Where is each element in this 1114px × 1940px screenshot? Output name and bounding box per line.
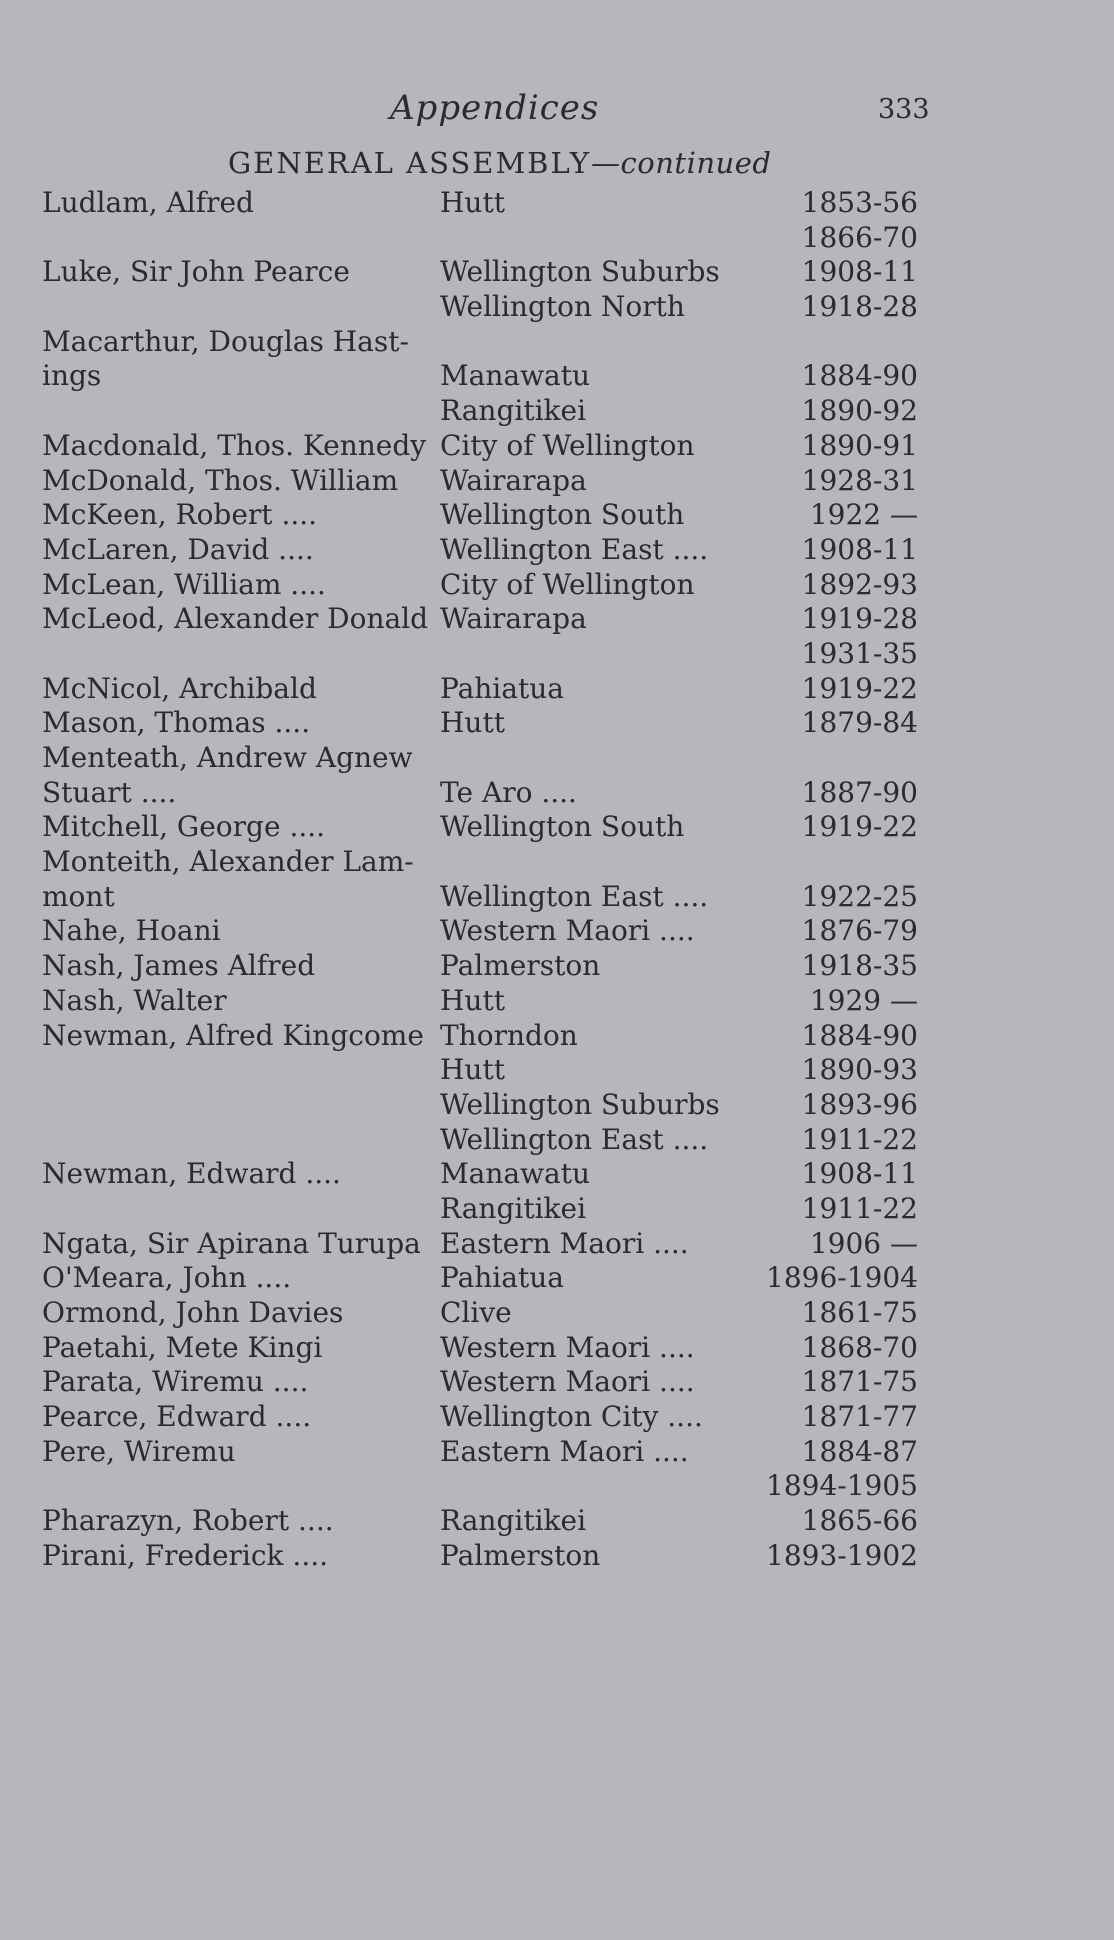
constituency: Wairarapa [440, 463, 587, 497]
list-item [0, 672, 1114, 707]
constituency: Wellington East .... [440, 1122, 709, 1156]
years-served: 1865-66 [801, 1504, 918, 1538]
constituency: Rangitikei [440, 1191, 587, 1225]
constituency: Wellington City .... [440, 1400, 703, 1434]
member-name: McKeen, Robert .... [42, 498, 318, 532]
member-name: Ludlam, Alfred [42, 186, 254, 219]
constituency: Rangitikei [440, 1504, 587, 1538]
years-served: 1931-35 [801, 636, 918, 670]
member-name: Menteath, Andrew Agnew [42, 741, 413, 774]
member-name: McLaren, David .... [42, 532, 314, 566]
list-item [0, 359, 1114, 394]
list-item [0, 325, 1114, 360]
constituency: City of Wellington [440, 567, 695, 601]
page-number: 333 [878, 94, 930, 125]
years-served: 1919-22 [801, 810, 918, 844]
constituency: Hutt [440, 983, 505, 1017]
member-name: McLeod, Alexander Donald [42, 602, 429, 636]
years-served: 1908-11 [801, 255, 918, 289]
member-name: Macarthur, Douglas Hast- [42, 324, 409, 358]
years-served: 1892-93 [801, 567, 918, 601]
list-item [0, 1019, 1114, 1054]
list-item [0, 568, 1114, 603]
member-name: Mason, Thomas .... [42, 706, 311, 740]
years-served: 1884-90 [801, 1018, 918, 1052]
list-item [0, 1469, 1114, 1504]
list-item [0, 1400, 1114, 1435]
member-name: ings [42, 359, 102, 393]
member-name: Nash, James Alfred [42, 949, 316, 983]
member-name: Newman, Alfred Kingcome [42, 1018, 424, 1052]
section-title [228, 146, 771, 180]
member-name: Ormond, John Davies [42, 1296, 344, 1329]
years-served: 1922-25 [801, 879, 918, 913]
constituency: Clive [440, 1296, 512, 1329]
member-name: Ngata, Sir Apirana Turupa [42, 1226, 421, 1260]
years-served: 1876-79 [801, 914, 918, 948]
years-served: 1908-11 [801, 532, 918, 566]
list-item [0, 810, 1114, 845]
years-served: 1893-1902 [766, 1538, 918, 1572]
list-item [0, 255, 1114, 290]
member-name: mont [42, 879, 115, 913]
list-item [0, 914, 1114, 949]
list-item [0, 1123, 1114, 1158]
member-name: McLean, William .... [42, 567, 326, 601]
years-served: 1928-31 [801, 463, 918, 497]
list-item [0, 845, 1114, 880]
years-served: 1922 — [809, 498, 918, 532]
list-item [0, 1365, 1114, 1400]
constituency: Palmerston [440, 1538, 601, 1572]
list-item [0, 637, 1114, 672]
list-item [0, 1227, 1114, 1262]
constituency: Pahiatua [440, 1261, 564, 1295]
constituency: Palmerston [440, 949, 601, 983]
list-item [0, 464, 1114, 499]
constituency: Manawatu [440, 359, 591, 393]
list-item [0, 1435, 1114, 1470]
list-item [0, 1088, 1114, 1123]
constituency: Wellington East .... [440, 879, 709, 913]
constituency: Rangitikei [440, 394, 587, 428]
years-served: 1894-1905 [766, 1469, 918, 1503]
member-list [0, 186, 1114, 1574]
list-item [0, 394, 1114, 429]
member-name: O'Meara, John .... [42, 1261, 292, 1295]
years-served: 1887-90 [801, 775, 918, 809]
member-name: Nahe, Hoani [42, 914, 221, 948]
constituency: Western Maori .... [440, 1365, 695, 1399]
constituency: Thorndon [440, 1018, 578, 1052]
member-name: Paetahi, Mete Kingi [42, 1330, 323, 1364]
list-item [0, 498, 1114, 533]
years-served: 1861-75 [801, 1296, 918, 1329]
list-item [0, 949, 1114, 984]
constituency: Wellington Suburbs [440, 255, 720, 289]
years-served: 1890-93 [801, 1053, 918, 1087]
member-name: Parata, Wiremu .... [42, 1365, 309, 1399]
list-item [0, 880, 1114, 915]
list-item [0, 1053, 1114, 1088]
years-served: 1908-11 [801, 1157, 918, 1191]
constituency: Western Maori .... [440, 914, 695, 948]
constituency: Western Maori .... [440, 1330, 695, 1364]
constituency: Wellington Suburbs [440, 1087, 720, 1121]
member-name: Pirani, Frederick .... [42, 1538, 329, 1572]
constituency: Eastern Maori .... [440, 1434, 689, 1468]
list-item [0, 429, 1114, 464]
member-name: Mitchell, George .... [42, 810, 326, 844]
member-name: Pere, Wiremu [42, 1434, 236, 1468]
list-item [0, 1504, 1114, 1539]
list-item [0, 1157, 1114, 1192]
constituency: Hutt [440, 706, 505, 740]
constituency: Wellington East .... [440, 532, 709, 566]
list-item [0, 290, 1114, 325]
member-name: Luke, Sir John Pearce [42, 255, 350, 289]
member-name: Stuart .... [42, 775, 177, 809]
years-served: 1884-90 [801, 359, 918, 393]
list-item [0, 1331, 1114, 1366]
running-title: Appendices [390, 88, 600, 128]
list-item [0, 186, 1114, 221]
list-item [0, 776, 1114, 811]
constituency: Manawatu [440, 1157, 591, 1191]
years-served: 1893-96 [801, 1087, 918, 1121]
years-served: 1871-75 [801, 1365, 918, 1399]
years-served: 1911-22 [801, 1122, 918, 1156]
years-served: 1890-92 [801, 394, 918, 428]
years-served: 1866-70 [801, 220, 918, 254]
section-continued: —continued [591, 146, 772, 180]
years-served: 1911-22 [801, 1191, 918, 1225]
list-item [0, 984, 1114, 1019]
member-name: McNicol, Archibald [42, 671, 317, 705]
list-item [0, 602, 1114, 637]
constituency: Eastern Maori .... [440, 1226, 689, 1260]
list-item [0, 533, 1114, 568]
constituency: City of Wellington [440, 428, 695, 462]
list-item [0, 1539, 1114, 1574]
years-served: 1879-84 [801, 706, 918, 740]
member-name: McDonald, Thos. William [42, 463, 399, 497]
years-served: 1868-70 [801, 1330, 918, 1364]
constituency: Hutt [440, 186, 505, 219]
member-name: Pearce, Edward .... [42, 1400, 312, 1434]
member-name: Macdonald, Thos. Kennedy [42, 428, 427, 462]
years-served: 1871-77 [801, 1400, 918, 1434]
years-served: 1884-87 [801, 1434, 918, 1468]
constituency: Wairarapa [440, 602, 587, 636]
member-name: Nash, Walter [42, 983, 227, 1017]
years-served: 1896-1904 [766, 1261, 918, 1295]
list-item [0, 706, 1114, 741]
running-head [0, 88, 1114, 138]
constituency: Hutt [440, 1053, 505, 1087]
years-served: 1853-56 [801, 186, 918, 219]
list-item [0, 1296, 1114, 1331]
list-item [0, 1192, 1114, 1227]
years-served: 1929 — [809, 983, 918, 1017]
list-item [0, 741, 1114, 776]
member-name: Monteith, Alexander Lam- [42, 845, 414, 879]
constituency: Wellington North [440, 290, 685, 324]
list-item [0, 1261, 1114, 1296]
years-served: 1918-28 [801, 290, 918, 324]
years-served: 1906 — [809, 1226, 918, 1260]
member-name: Pharazyn, Robert .... [42, 1504, 334, 1538]
constituency: Wellington South [440, 810, 685, 844]
constituency: Te Aro .... [440, 775, 577, 809]
years-served: 1890-91 [801, 428, 918, 462]
constituency: Wellington South [440, 498, 685, 532]
years-served: 1919-22 [801, 671, 918, 705]
section-name: GENERAL ASSEMBLY [228, 146, 592, 180]
years-served: 1918-35 [801, 949, 918, 983]
member-name: Newman, Edward .... [42, 1157, 341, 1191]
list-item [0, 221, 1114, 256]
years-served: 1919-28 [801, 602, 918, 636]
constituency: Pahiatua [440, 671, 564, 705]
